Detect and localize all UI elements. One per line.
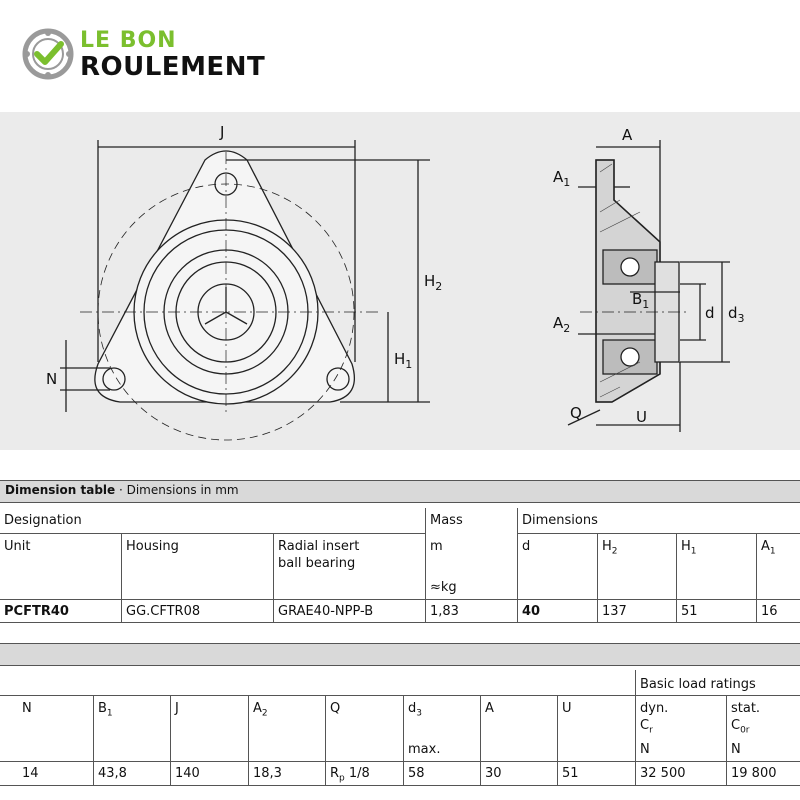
group-designation: Designation — [4, 513, 82, 528]
dimension-table-header — [0, 480, 800, 502]
technical-drawing — [0, 112, 800, 450]
row-unit: PCFTR40 — [4, 604, 69, 619]
dim-H2-label: $H_2$ — [424, 272, 443, 293]
col-A2: $A_2$ — [253, 701, 268, 719]
row2-C0r: 19 800 — [731, 766, 777, 781]
row2-A: 30 — [485, 766, 502, 781]
col-H1: $H_1$ — [681, 539, 697, 557]
col-mass-unit: ≈kg — [430, 580, 457, 595]
dim-A-label: A — [622, 126, 633, 144]
dim-U-label: U — [636, 408, 647, 426]
bearing-check-icon — [22, 28, 74, 80]
col-J: J — [175, 701, 179, 716]
bearing-unit-drawing — [0, 112, 800, 450]
row2-J: 140 — [175, 766, 200, 781]
col-unit: Unit — [4, 539, 31, 554]
dim-d-label: d — [705, 304, 715, 322]
group-mass: Mass — [430, 513, 463, 528]
table2-header-band — [0, 643, 800, 665]
col-H2: $H_2$ — [602, 539, 618, 557]
dimension-table-subtitle: · Dimensions in mm — [115, 483, 239, 497]
row-d: 40 — [522, 604, 541, 619]
col-B1: $B_1$ — [98, 701, 113, 719]
dim-A1-label: $A_1$ — [553, 168, 571, 189]
dim-H1-label: $H_1$ — [394, 350, 413, 371]
col-insert-2: ball bearing — [278, 556, 356, 571]
col-insert-1: Radial insert — [278, 539, 360, 554]
col-A1: $A_1$ — [761, 539, 776, 557]
logo — [22, 24, 312, 84]
col-d3-note: max. — [408, 742, 441, 757]
col-U: U — [562, 701, 572, 716]
col-dyn-unit: N — [640, 742, 650, 757]
col-Q: Q — [330, 701, 341, 716]
row-housing: GG.CFTR08 — [126, 604, 201, 619]
col-Cr: $C_r$ — [640, 718, 653, 736]
row2-N: 14 — [22, 766, 39, 781]
col-N: N — [22, 701, 32, 716]
col-d: d — [522, 539, 531, 554]
col-housing: Housing — [126, 539, 179, 554]
dim-B1-label: $B_1$ — [632, 290, 650, 311]
col-dyn: dyn. — [640, 701, 669, 716]
group-load-ratings: Basic load ratings — [640, 677, 756, 692]
row-H2: 137 — [602, 604, 627, 619]
row2-Q: $R_p$ 1/8 — [330, 766, 370, 784]
col-stat: stat. — [731, 701, 761, 716]
dim-Q-label: Q — [570, 404, 582, 422]
dim-d3-label: $d_3$ — [728, 304, 745, 325]
row-H1: 51 — [681, 604, 698, 619]
row-insert: GRAE40-NPP-B — [278, 604, 374, 619]
logo-line-2: ROULEMENT — [80, 52, 266, 82]
row2-A2: 18,3 — [253, 766, 282, 781]
row2-U: 51 — [562, 766, 579, 781]
row-mass: 1,83 — [430, 604, 459, 619]
logo-line-1: LE BON — [80, 28, 177, 53]
dim-N-label: N — [46, 370, 58, 388]
dimension-table-title: Dimension table — [5, 483, 116, 497]
col-mass-m: m — [430, 539, 443, 554]
col-A: A — [485, 701, 494, 716]
col-d3: $d_3$ — [408, 701, 422, 719]
group-dimensions: Dimensions — [522, 513, 598, 528]
row2-Cr: 32 500 — [640, 766, 686, 781]
dim-A2-label: $A_2$ — [553, 314, 571, 335]
row2-d3: 58 — [408, 766, 425, 781]
row2-B1: 43,8 — [98, 766, 127, 781]
col-stat-unit: N — [731, 742, 741, 757]
col-C0r: $C_{0r}$ — [731, 718, 750, 736]
row-A1: 16 — [761, 604, 778, 619]
dim-J-label: J — [220, 123, 225, 141]
